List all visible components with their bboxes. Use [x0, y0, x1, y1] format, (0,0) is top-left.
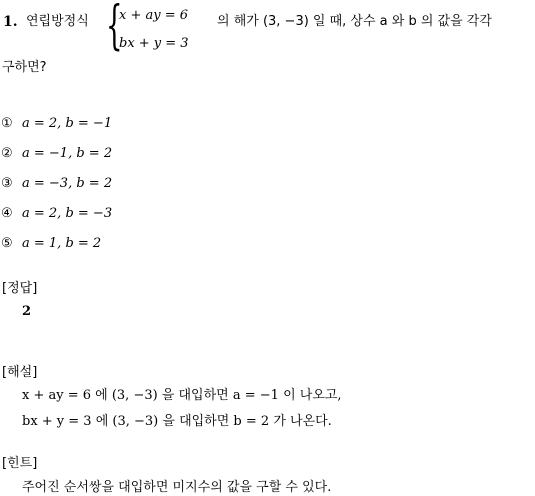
hint-text: 주어진 순서쌍을 대입하면 미지수의 값을 구할 수 있다.	[22, 480, 332, 495]
question-number: 1.	[3, 14, 18, 30]
hint-title: [힌트]	[2, 456, 38, 471]
question-text-continued: 구하면?	[2, 60, 47, 75]
choice-text-5: a = 1, b = 2	[22, 236, 102, 251]
choice-marker-2: ②	[1, 146, 13, 161]
choice-text-1: a = 2, b = −1	[22, 116, 113, 131]
explanation-line-2: bx + y = 3 에 (3, −3) 을 대입하면 b = 2 가 나온다.	[22, 414, 332, 429]
question-text-before: 연립방정식	[26, 14, 89, 29]
system-equation-2: bx + y = 3	[119, 36, 189, 51]
choice-text-4: a = 2, b = −3	[22, 206, 113, 221]
choice-marker-3: ③	[1, 176, 13, 191]
answer-value: 2	[22, 304, 32, 319]
choice-text-2: a = −1, b = 2	[22, 146, 113, 161]
choice-text-3: a = −3, b = 2	[22, 176, 113, 191]
choice-marker-4: ④	[1, 206, 13, 221]
choice-marker-5: ⑤	[1, 236, 13, 251]
answer-title: [정답]	[2, 281, 38, 296]
system-equation-1: x + ay = 6	[119, 8, 189, 23]
question-text-after: 의 해가 (3, −3) 일 때, 상수 a 와 b 의 값을 각각	[217, 14, 492, 29]
explanation-title: [해설]	[2, 365, 38, 380]
explanation-line-1: x + ay = 6 에 (3, −3) 을 대입하면 a = −1 이 나오고,	[22, 388, 342, 403]
system-brace: {	[106, 0, 123, 56]
choice-marker-1: ①	[1, 116, 13, 131]
